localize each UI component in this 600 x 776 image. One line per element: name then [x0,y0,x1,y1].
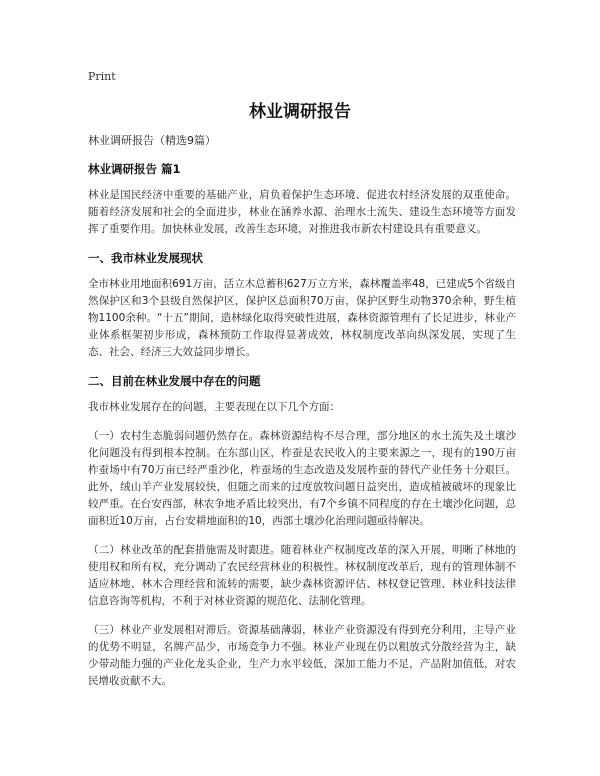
document-title: 林业调研报告 [249,102,351,122]
heading-current-status: 一、我市林业发展现状 [88,251,203,265]
intro-paragraph: 林业是国民经济中重要的基础产业，肩负着保护生态环境、促进农村经济发展的双重使命。随着经济发展和社会的全面进步，林业在涵养水源、治理水土流失、建设生态环境等方面发挥了重要作用。加快林业发展，改善生态环境，对推进我市新农村建设具有重要意义。 [88,189,516,235]
paragraph-problem-1: （一）农村生态脆弱问题仍然存在。森林资源结构不尽合理，部分地区的水土流失及土壤沙化问题没有得到根本控制。在东部山区，柞蚕是农民收入的主要来源之一，现有的190万亩柞蚕场中有70万亩已经严重沙化，柞蚕场的生态改造及发展柞蚕的替代产业任务十分艰巨。此外，绒山羊产业发展较快，但随之而来的过度放牧问题日益突出，造成植被破坏的现象比较严重。在台安西部，林农争地矛盾比较突出，有7个乡镇不同程度的存在土壤沙化问题，总面积近10万亩，占台安耕地面积的10，西部土壤沙化治理问题亟待解决。 [88,430,516,527]
section-title: 林业调研报告 篇1 [88,162,181,176]
paragraph-current-status: 全市林业用地面积691万亩，活立木总蓄积627万立方米，森林覆盖率48，已建成5个省级自然保护区和3个县级自然保护区，保护区总面积70万亩，保护区野生动物370余种，野生植物1100余种。“十五”期间，造林绿化取得突破性进展，森林资源管理有了长足进步，林业产业体系框架初步形成，森林预防工作取得显著成效，林权制度改革向纵深发展，实现了生态、社会、经济三大效益同步增长。 [88,278,516,358]
document-subtitle: 林业调研报告（精选9篇） [88,134,216,147]
paragraph-problem-2: （二）林业改革的配套措施需及时跟进。随着林业产权制度改革的深入开展，明晰了林地的使用权和所有权，充分调动了农民经营林业的积极性。林权制度改革后，现有的管理体制不适应林地、林木合理经营和流转的需要，缺少森林资源评估、林权登记管理、林业科技法律信息咨询等机构，不利于对林业资源的规范化、法制化管理。 [88,544,516,607]
document-body [88,133,516,702]
paragraph-problem-3: （三）林业产业发展相对滞后。资源基础薄弱，林业产业资源没有得到充分利用，主导产业的优势不明显，名牌产品少，市场竞争力不强。林业产业现在仍以粗放式分散经营为主，缺少带动能力强的产业化龙头企业，生产力水平较低，深加工能力不足，产品附加值低，对农民增收贡献不大。 [88,624,516,687]
paragraph-problems-intro: 我市林业发展存在的问题，主要表现在以下几个方面： [88,401,340,413]
heading-problems: 二、目前在林业发展中存在的问题 [88,374,261,388]
print-link[interactable]: Print [88,70,116,83]
